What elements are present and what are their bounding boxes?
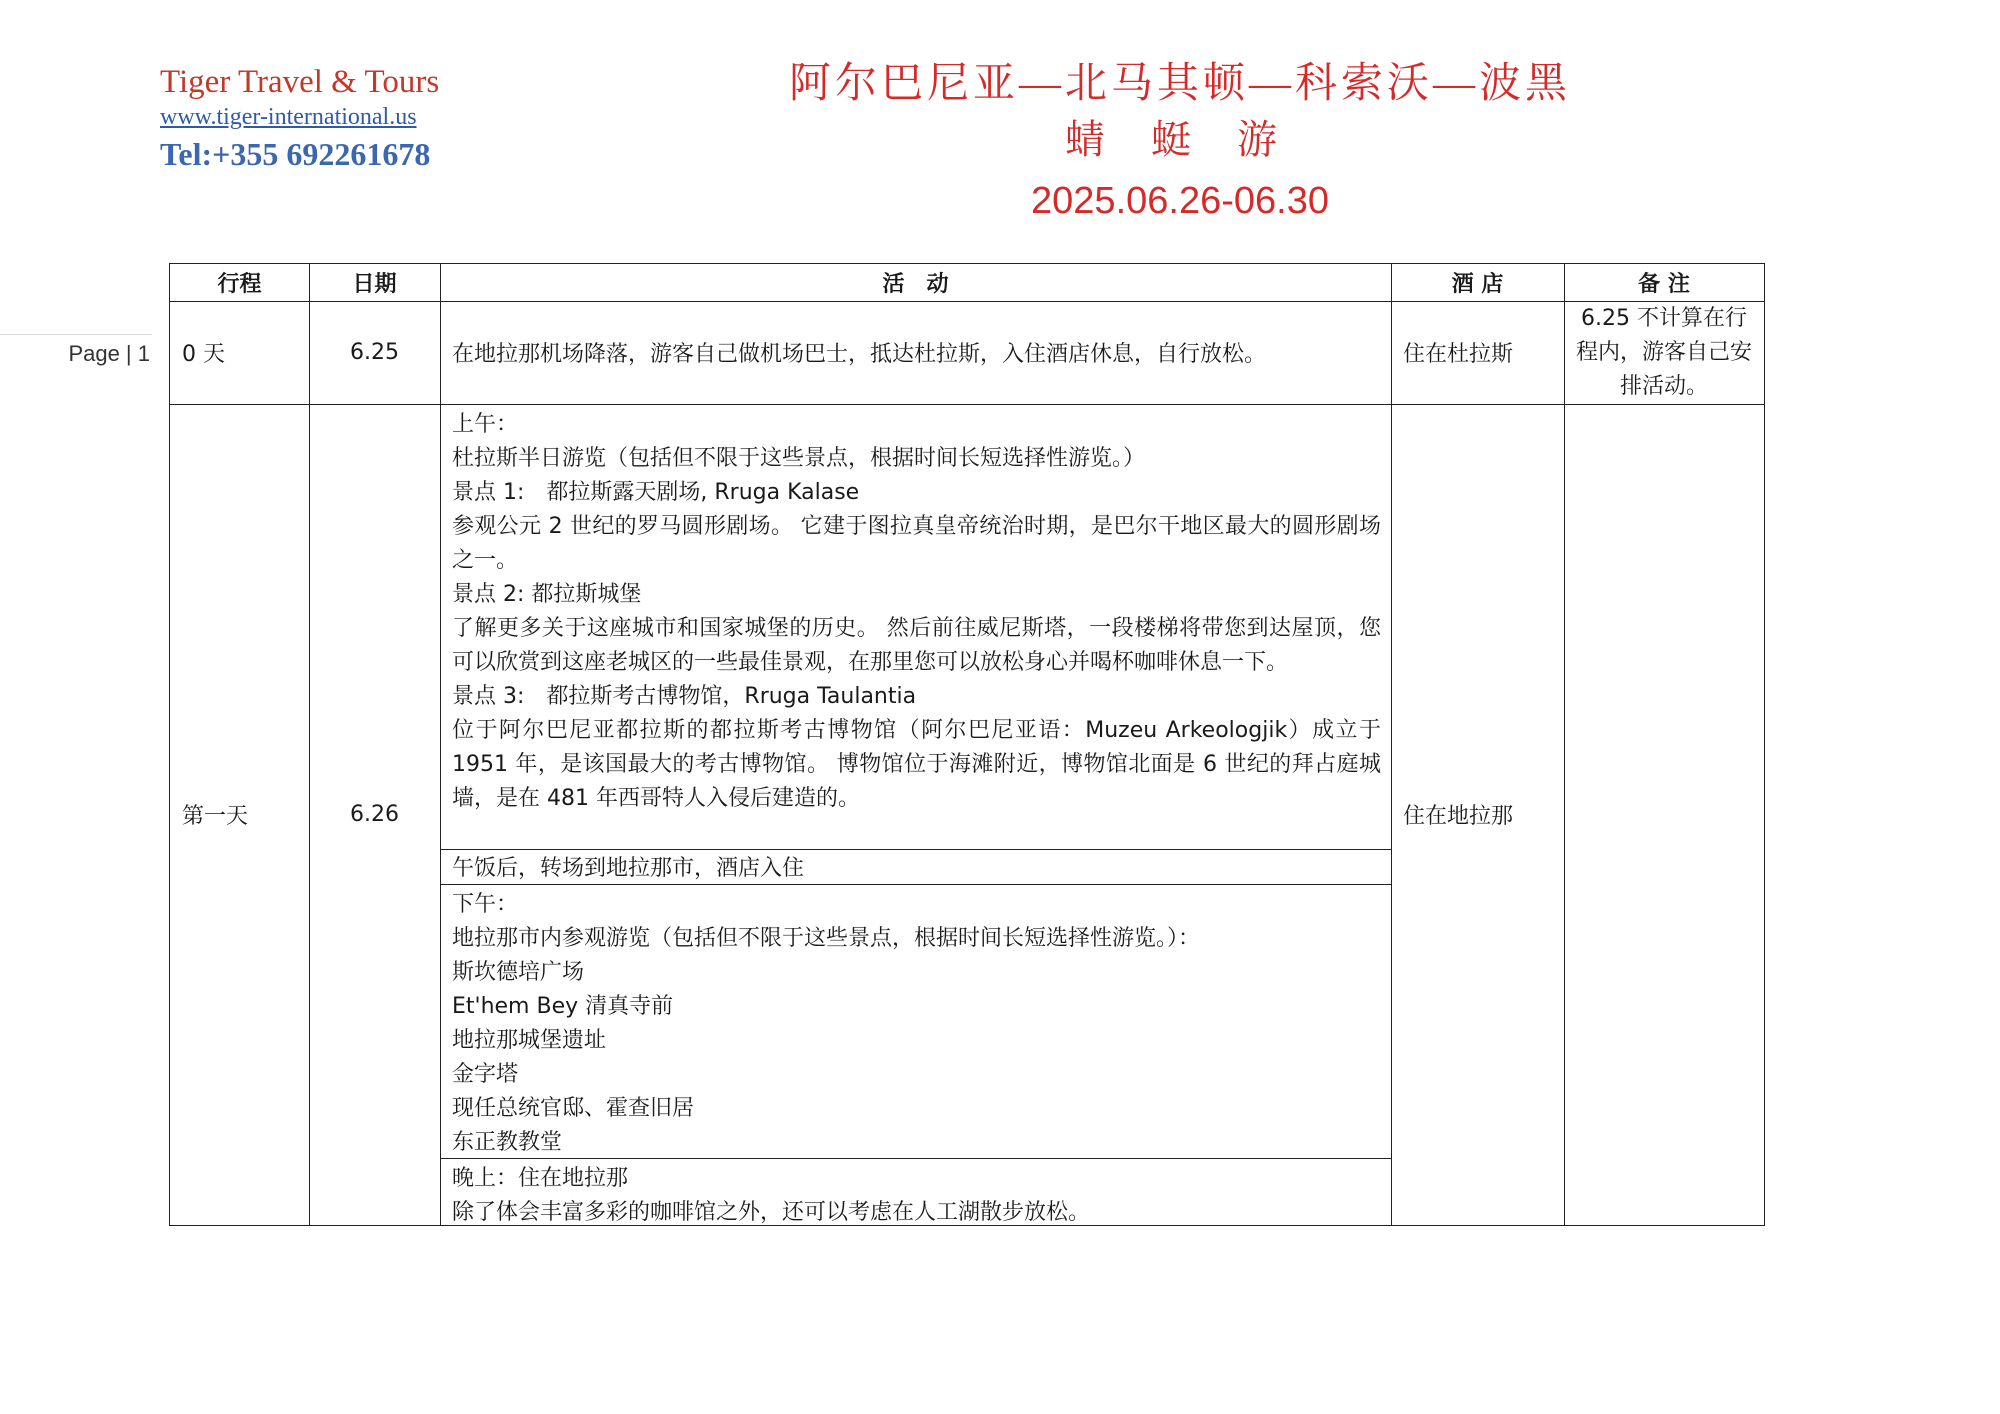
day1-date: 6.26 [350,802,399,827]
day0-activity: 在地拉那机场降落，游客自己做机场巴士，抵达杜拉斯，入住酒店休息，自行放松。 [452,342,1267,367]
day1-morning-activity [440,404,1391,849]
spot3-title: 景点 3: 都拉斯考古博物馆，Rruga Taulantia [452,684,917,709]
day0-hotel: 住在杜拉斯 [1403,342,1514,367]
spot1-description: 参观公元 2 世纪的罗马圆形剧场。 它建于图拉真皇帝统治时期，是巴尔干地区最大的圆形剧场之一。 [452,514,1381,573]
afternoon-spot: 金字塔 [452,1062,519,1087]
tour-subtitle: 蜻 蜓 游 [1065,117,1295,162]
morning-intro: 杜拉斯半日游览（包括但不限于这些景点，根据时间长短选择性游览。） [452,446,1146,471]
afternoon-intro: 地拉那市内参观游览（包括但不限于这些景点，根据时间长短选择性游览。）： [452,926,1201,951]
page-marker [0,334,152,375]
header-activity: 活 动 [882,272,949,297]
company-name: Tiger Travel & Tours [160,64,440,100]
morning-heading: 上午： [452,412,519,437]
day1-afternoon-activity [440,884,1391,1158]
afternoon-spot: Et'hem Bey 清真寺前 [452,994,674,1019]
spot2-description: 了解更多关于这座城市和国家城堡的历史。 然后前往威尼斯塔，一段楼梯将带您到达屋顶，您可以欣赏到这座老城区的一些最佳景观，在那里您可以放松身心并喝杯咖啡休息一下。 [452,616,1381,675]
afternoon-spot: 现任总统官邸、霍查旧居 [452,1096,695,1121]
company-phone: Tel:+355 692261678 [160,136,431,172]
day0-date: 6.25 [350,340,399,365]
afternoon-spot: 地拉那城堡遗址 [452,1028,607,1053]
afternoon-spot: 斯坎德培广场 [452,960,585,985]
page-number: Page | 1 [68,341,150,366]
company-info [160,62,439,176]
header-notes: 备 注 [1638,272,1690,297]
header-hotel: 酒 店 [1451,272,1504,297]
afternoon-spot: 东正教教堂 [452,1130,563,1155]
tour-dates: 2025.06.26-06.30 [1031,180,1329,222]
day1-hotel: 住在地拉那 [1403,804,1514,829]
header-itinerary: 行程 [217,272,262,297]
itinerary-table [169,263,1765,1226]
spot2-title: 景点 2: 都拉斯城堡 [452,582,642,607]
header-date: 日期 [352,272,397,297]
document-title [760,56,1600,230]
day1-evening-activity [440,1158,1391,1225]
company-website-link[interactable]: www.tiger-international.us [160,104,417,130]
day1-notes [1564,404,1764,1225]
spot3-description: 位于阿尔巴尼亚都拉斯的都拉斯考古博物馆（阿尔巴尼亚语：Muzeu Arkeologjik）成立于 1951 年，是该国最大的考古博物馆。 博物馆位于海滩附近，博物馆北面是 6 世纪的拜占庭城墙，是在 481 年西哥特人入侵后建造的。 [452,718,1381,811]
route-title: 阿尔巴尼亚—北马其顿—科索沃—波黑 [788,61,1571,107]
day1-label: 第一天 [182,804,249,829]
evening-heading: 晚上：住在地拉那 [452,1166,629,1191]
day0-notes: 6.25 不计算在行程内，游客自己安排活动。 [1576,305,1753,399]
evening-description: 除了体会丰富多彩的咖啡馆之外，还可以考虑在人工湖散步放松。 [452,1200,1091,1225]
spot1-title: 景点 1: 都拉斯露天剧场, Rruga Kalase [452,480,860,505]
day1-lunch-activity: 午饭后，转场到地拉那市，酒店入住 [452,856,805,881]
day0-label: 0 天 [182,342,225,367]
afternoon-heading: 下午： [452,892,519,917]
